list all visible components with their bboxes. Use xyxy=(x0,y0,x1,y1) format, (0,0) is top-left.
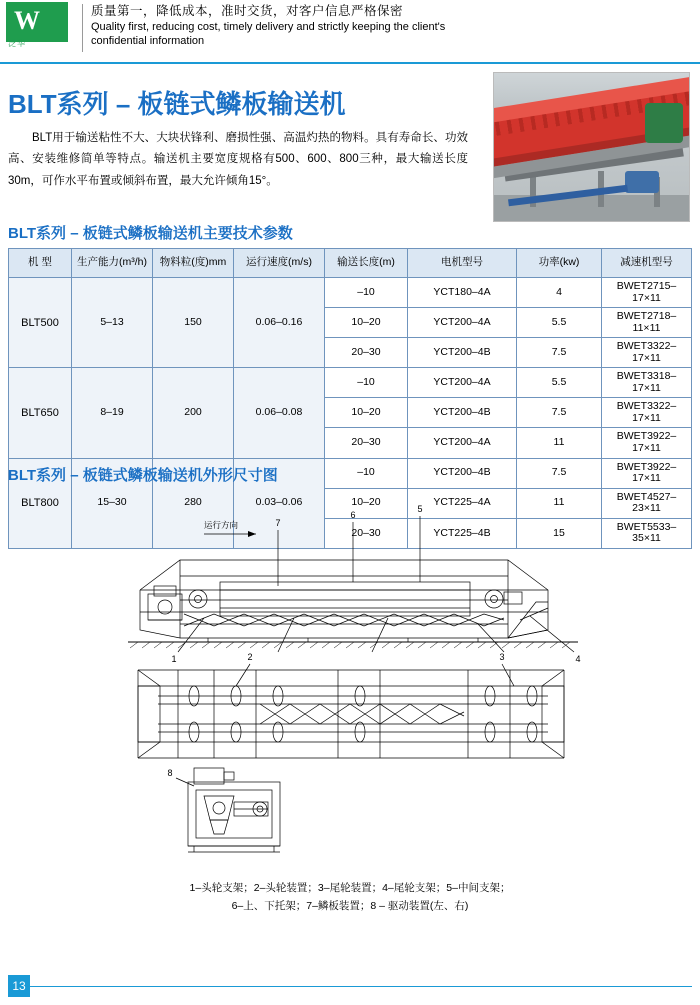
cell-length: –10 xyxy=(325,278,408,308)
page-number: 13 xyxy=(8,975,30,997)
cell-length: 20–30 xyxy=(325,338,408,368)
cell-motor: YCT200–4B xyxy=(408,338,517,368)
cell-capacity: 5–13 xyxy=(72,278,153,368)
spec-section-heading: BLT系列 – 板链式鳞板输送机主要技术参数 xyxy=(8,225,293,242)
cell-motor: YCT200–4A xyxy=(408,308,517,338)
intro-paragraph: BLT用于输送粘性不大、大块状锋利、磨损性强、高温灼热的物料。具有寿命长、功效高、安装维修简单等特点。输送机主要宽度规格有500、600、800三种，最大输送长度30m，可作水平布置或倾斜布置，最大允许倾角15°。 xyxy=(8,132,468,187)
cell-model: BLT500 xyxy=(9,278,72,368)
cell-power: 11 xyxy=(517,488,602,518)
cell-reducer: BWET3322–17×11 xyxy=(602,338,692,368)
cell-power: 15 xyxy=(517,518,602,548)
cell-motor: YCT200–4A xyxy=(408,428,517,458)
cell-power: 4 xyxy=(517,278,602,308)
cell-power: 11 xyxy=(517,428,602,458)
cell-speed: 0.03–0.06 xyxy=(234,458,325,548)
cell-length: 10–20 xyxy=(325,308,408,338)
company-logo xyxy=(6,2,78,58)
cell-reducer: BWET3922–17×11 xyxy=(602,458,692,488)
col-header-capacity: 生产能力(m³/h) xyxy=(72,249,153,278)
product-photo xyxy=(493,72,690,222)
slogan-english: Quality first, reducing cost, timely delivery and strictly keeping the client's confidential information xyxy=(91,20,446,48)
callout-4: 4 xyxy=(575,654,581,664)
cell-motor: YCT200–4A xyxy=(408,368,517,398)
drawing-caption-line-1: 1–头轮支架；2–头轮装置；3–尾轮装置；4–尾轮支架；5–中间支架； xyxy=(189,882,511,894)
technical-drawing xyxy=(8,490,692,890)
cell-model: BLT800 xyxy=(9,458,72,548)
col-header-motor: 电机型号 xyxy=(408,249,517,278)
col-header-reducer: 减速机型号 xyxy=(602,249,692,278)
callout-2: 2 xyxy=(247,652,253,662)
cell-reducer: BWET3922–17×11 xyxy=(602,428,692,458)
cell-length: –10 xyxy=(325,458,408,488)
cell-length: 10–20 xyxy=(325,488,408,518)
page-header xyxy=(0,0,700,64)
cell-motor: YCT225–4A xyxy=(408,488,517,518)
cell-granularity: 200 xyxy=(153,368,234,458)
cell-reducer: BWET4527–23×11 xyxy=(602,488,692,518)
slogan-chinese: 质量第一，降低成本，准时交货，对客户信息严格保密 xyxy=(91,4,404,18)
photo-green-equipment xyxy=(645,103,683,143)
cell-length: 10–20 xyxy=(325,398,408,428)
callout-1: 1 xyxy=(171,654,177,664)
header-divider xyxy=(82,4,83,52)
col-header-speed: 运行速度(m/s) xyxy=(234,249,325,278)
col-header-length: 输送长度(m) xyxy=(325,249,408,278)
table-row xyxy=(9,368,692,398)
table-header-row xyxy=(9,249,692,278)
page-title: BLT系列 – 板链式鳞板输送机 xyxy=(8,89,346,119)
drawing-caption-line-2: 6–上、下托架；7–鳞板装置；8 – 驱动装置(左、右) xyxy=(231,900,469,912)
drawing-section-heading: BLT系列 – 板链式鳞板输送机外形尺寸图 xyxy=(8,467,278,484)
cell-speed: 0.06–0.08 xyxy=(234,368,325,458)
table-row xyxy=(9,278,692,308)
cell-reducer: BWET5533–35×11 xyxy=(602,518,692,548)
cell-reducer: BWET3318–17×11 xyxy=(602,368,692,398)
col-header-model: 机 型 xyxy=(9,249,72,278)
cell-length: 20–30 xyxy=(325,428,408,458)
cell-length: –10 xyxy=(325,368,408,398)
callout-7: 7 xyxy=(275,518,281,528)
col-header-power: 功率(kw) xyxy=(517,249,602,278)
cell-motor: YCT225–4B xyxy=(408,518,517,548)
cell-power: 7.5 xyxy=(517,338,602,368)
cell-capacity: 8–19 xyxy=(72,368,153,458)
footer-rule xyxy=(30,986,692,987)
callout-5: 5 xyxy=(417,504,423,514)
cell-power: 7.5 xyxy=(517,458,602,488)
cell-power: 7.5 xyxy=(517,398,602,428)
col-header-granularity: 物料粒(度)mm xyxy=(153,249,234,278)
direction-label: 运行方向 xyxy=(204,520,239,530)
cell-power: 5.5 xyxy=(517,368,602,398)
cell-reducer: BWET3322–17×11 xyxy=(602,398,692,428)
photo-drive-motor xyxy=(625,171,659,193)
callout-3: 3 xyxy=(499,652,505,662)
cell-granularity: 150 xyxy=(153,278,234,368)
cell-speed: 0.06–0.16 xyxy=(234,278,325,368)
logo-subtext: 泛华 xyxy=(8,39,26,48)
cell-motor: YCT180–4A xyxy=(408,278,517,308)
cell-length: 20–30 xyxy=(325,518,408,548)
callout-6: 6 xyxy=(350,510,356,520)
cell-capacity: 15–30 xyxy=(72,458,153,548)
cell-granularity: 280 xyxy=(153,458,234,548)
drawing-svg xyxy=(8,490,692,890)
cell-motor: YCT200–4B xyxy=(408,458,517,488)
cell-power: 5.5 xyxy=(517,308,602,338)
cell-reducer: BWET2718–11×11 xyxy=(602,308,692,338)
header-slogan xyxy=(91,0,471,49)
cell-model: BLT650 xyxy=(9,368,72,458)
cell-reducer: BWET2715–17×11 xyxy=(602,278,692,308)
logo-letter: W xyxy=(14,6,40,35)
callout-8: 8 xyxy=(167,768,173,778)
cell-motor: YCT200–4B xyxy=(408,398,517,428)
